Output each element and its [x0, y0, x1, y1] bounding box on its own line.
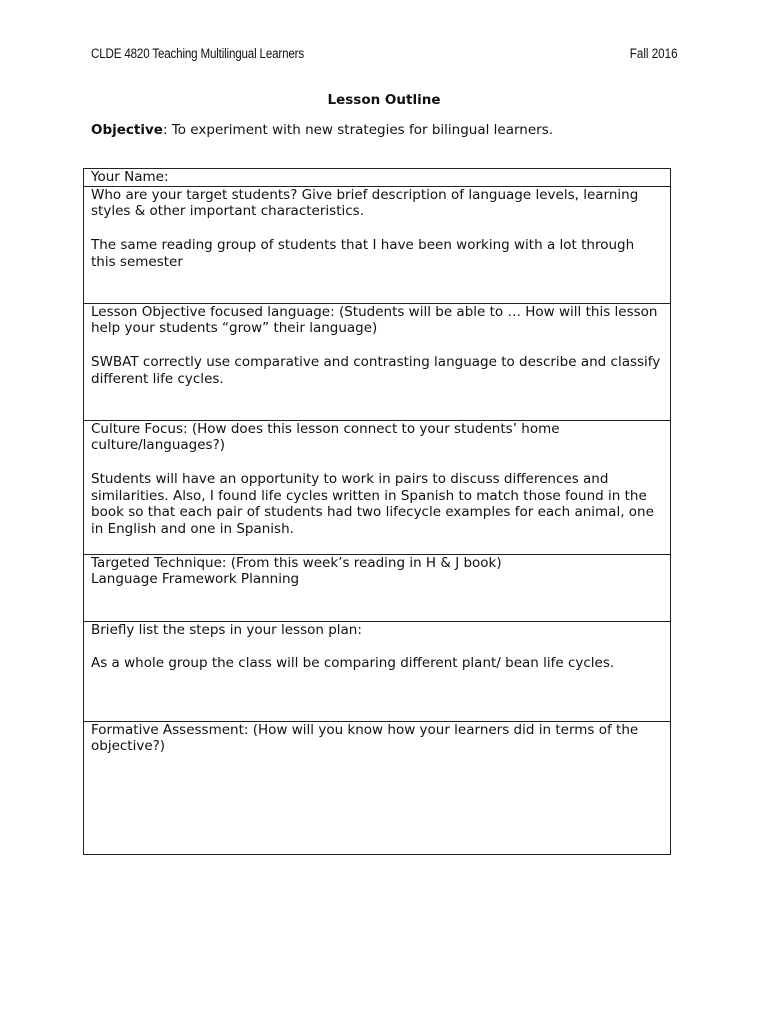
table-row-objective	[84, 303, 671, 420]
culture-prompt: Culture Focus: (How does this lesson connect to your students’ home culture/languages?)	[91, 420, 560, 454]
assessment-cell	[84, 721, 671, 854]
course-header: CLDE 4820 Teaching Multilingual Learners	[91, 46, 304, 61]
objective-label: Objective	[91, 122, 163, 138]
objective-statement	[91, 122, 553, 138]
name-cell	[84, 169, 671, 187]
table-row-assessment	[84, 721, 671, 854]
steps-cell	[84, 621, 671, 721]
objective-text: : To experiment with new strategies for bilingual learners.	[162, 122, 554, 138]
students-answer: The same reading group of students that I have been working with a lot through this semester	[91, 236, 635, 270]
assessment-prompt: Formative Assessment: (How will you know how your learners did in terms of the objective?)	[91, 721, 639, 755]
objective-answer: SWBAT correctly use comparative and contrasting language to describe and classify different life cycles.	[91, 353, 661, 387]
technique-cell	[84, 554, 671, 621]
table-row-culture	[84, 420, 671, 554]
technique-prompt: Targeted Technique: (From this week’s reading in H & J book)	[91, 554, 502, 571]
table-row-technique	[84, 554, 671, 621]
document-title: Lesson Outline	[327, 92, 441, 108]
culture-answer: Students will have an opportunity to work in pairs to discuss differences and similarities. Also, I found life cycles written in Spanish to match those found in the book so that each pair of students had two lifecycle examples for each animal, one in English and one in Spanish.	[91, 470, 654, 537]
steps-prompt: Briefly list the steps in your lesson plan:	[91, 621, 362, 638]
objective-prompt: Lesson Objective focused language: (Students will be able to … How will this lesson help your students “grow” their language)	[91, 303, 658, 337]
table-row-steps	[84, 621, 671, 721]
technique-answer: Language Framework Planning	[91, 571, 300, 588]
objective-cell	[84, 303, 671, 420]
students-cell	[84, 186, 671, 303]
name-prompt: Your Name:	[91, 169, 169, 185]
term-header: Fall 2016	[630, 46, 678, 61]
culture-cell	[84, 420, 671, 554]
table-row-name	[84, 169, 671, 187]
lesson-outline-table	[83, 168, 671, 855]
table-row-students	[84, 186, 671, 303]
students-prompt: Who are your target students? Give brief description of language levels, learning styles & other important characteristics.	[91, 186, 639, 220]
steps-answer: As a whole group the class will be comparing different plant/ bean life cycles.	[91, 655, 615, 672]
